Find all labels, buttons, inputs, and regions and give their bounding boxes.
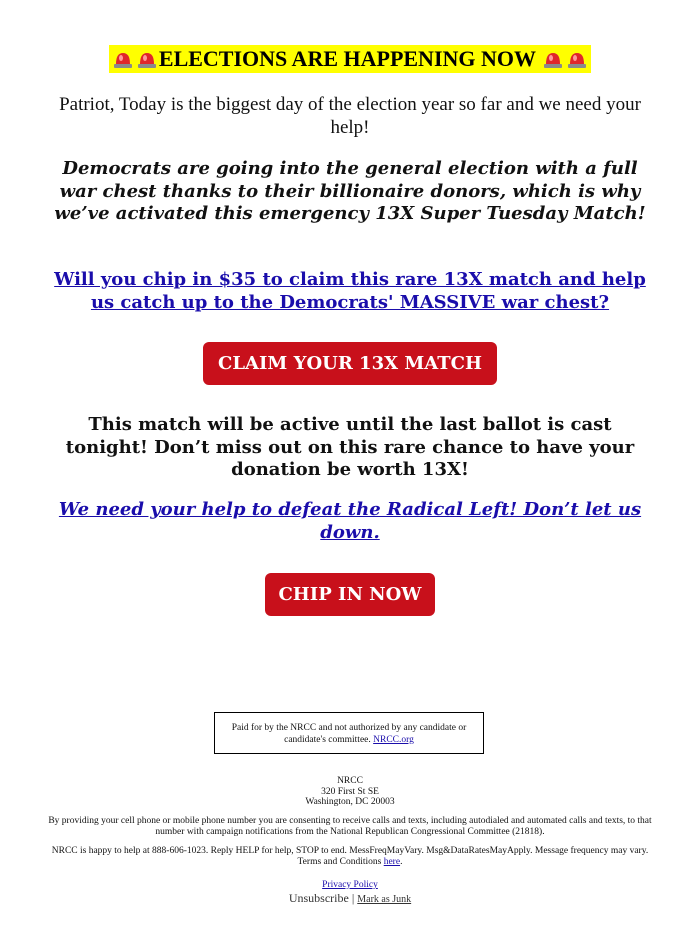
address-street: 320 First St SE (321, 786, 379, 797)
emphasis-text: Democrats are going into the general election with a full war chest thanks to their billionaire donors, which is why we’ve activated this emergency 13X Super Tuesday Match! (54, 158, 646, 224)
mark-as-junk-link[interactable]: Mark as Junk (357, 894, 412, 905)
org-name: NRCC (337, 776, 363, 786)
claim-match-button[interactable]: CLAIM YOUR 13X MATCH (203, 342, 497, 385)
privacy-policy-link[interactable]: Privacy Policy (322, 880, 378, 890)
match-deadline-text: This match will be active until the last ballot is cast tonight! Don’t miss out on this rare chance to have your donation be worth 13X! (65, 414, 635, 480)
privacy-row (40, 880, 660, 891)
sms-consent-text: By providing your cell phone or mobile phone number you are consenting to receive calls and texts, including autodialed and automated calls and texts, to that number with campaign notifications from the National Republican Congressional Committee (21818). (48, 816, 652, 837)
headline-text: ELECTIONS ARE HAPPENING NOW (158, 46, 536, 71)
paid-for-disclaimer (214, 712, 484, 754)
police-siren-icon (542, 50, 564, 68)
sms-help-body: NRCC is happy to help at 888-606-1023. Reply HELP for help, STOP to end. MessFreqMayVary. Msg&DataRatesMayApply. Message frequency may vary. Terms and Conditions (51, 846, 649, 867)
mailing-address (40, 776, 660, 808)
sms-help-text: NRCC is happy to help at 888-606-1023. Reply HELP for help, STOP to end. MessFreqMayVary. Msg&DataRatesMayApply. Message frequency may vary. Terms and Conditions here. (51, 846, 649, 867)
unsubscribe-row (0, 891, 700, 907)
police-siren-icon (112, 50, 134, 68)
footer-separator: | (351, 891, 355, 905)
headline-banner (109, 45, 591, 73)
chip-in-button[interactable]: CHIP IN NOW (265, 573, 435, 616)
donate-ask-link[interactable]: Will you chip in $35 to claim this rare 13X match and help us catch up to the Democrats' MASSIVE war chest? (54, 269, 646, 313)
police-siren-icon (566, 50, 588, 68)
headline-row (0, 45, 700, 73)
terms-here-link[interactable]: here (383, 856, 401, 867)
nrcc-site-link[interactable]: NRCC.org (373, 735, 414, 745)
police-siren-icon (136, 50, 158, 68)
paid-for-text: Paid for by the NRCC and not authorized by any candidate or candidate's committee. (231, 723, 467, 745)
address-city: Washington, DC 20003 (305, 797, 395, 807)
defeat-left-link[interactable]: We need your help to defeat the Radical Left! Don’t let us down. (58, 499, 642, 543)
intro-text: Patriot, Today is the biggest day of the election year so far and we need your help! (59, 94, 641, 138)
unsubscribe-link[interactable]: Unsubscribe (288, 891, 349, 905)
